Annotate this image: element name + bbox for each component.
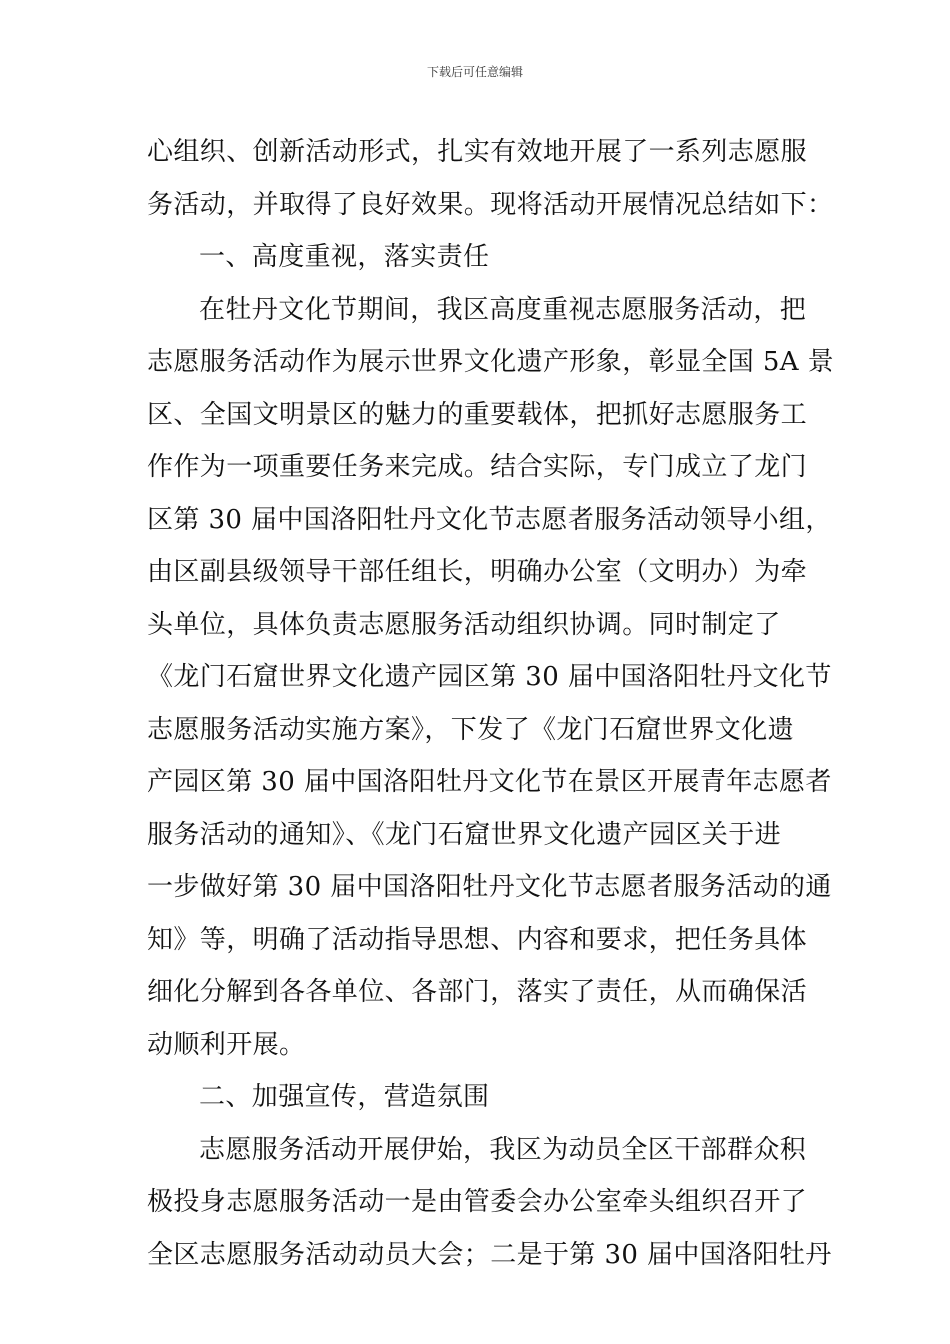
page-header-note: 下载后可任意编辑 [426, 65, 523, 79]
body-line: 服务活动的通知》、《龙门石窟世界文化遗产园区关于进 [147, 819, 782, 850]
body-line: 区、全国文明景区的魅力的重要载体，把抓好志愿服务工 [147, 399, 808, 430]
section-heading: 一、高度重视，落实责任 [199, 242, 490, 272]
body-line: 极投身志愿服务活动一是由管委会办公室牵头组织召开了 [147, 1187, 808, 1217]
body-line: 作作为一项重要任务来完成。结合实际，专门成立了龙门 [147, 452, 808, 482]
document-body [147, 126, 835, 1281]
body-line: 细化分解到各各单位、各部门，落实了责任，从而确保活 [147, 977, 808, 1007]
paragraph-start-line: 志愿服务活动开展伊始，我区为动员全区干部群众积 [199, 1134, 807, 1165]
body-line: 动顺利开展。 [147, 1029, 306, 1060]
body-line: 由区副县级领导干部任组长，明确办公室（文明办）为牵 [147, 557, 808, 587]
body-line: 头单位，具体负责志愿服务活动组织协调。同时制定了 [147, 609, 781, 640]
body-line: 志愿服务活动作为展示世界文化遗产形象，彰显全国 5A 景 [147, 347, 835, 377]
body-line: 区第 30 届中国洛阳牡丹文化节志愿者服务活动领导小组， [147, 504, 832, 535]
body-line: 产园区第 30 届中国洛阳牡丹文化节在景区开展青年志愿者 [147, 767, 832, 797]
body-line: 心组织、创新活动形式，扎实有效地开展了一系列志愿服 [147, 137, 808, 167]
body-line: 全区志愿服务活动动员大会；二是于第 30 届中国洛阳牡丹 [147, 1239, 832, 1270]
paragraph-start-line: 在牡丹文化节期间，我区高度重视志愿服务活动，把 [199, 294, 807, 325]
body-line: 务活动，并取得了良好效果。现将活动开展情况总结如下： [147, 189, 834, 220]
section-heading: 二、加强宣传，营造氛围 [199, 1082, 490, 1112]
body-line: 《龙门石窟世界文化遗产园区第 30 届中国洛阳牡丹文化节 [147, 662, 832, 692]
body-line: 一步做好第 30 届中国洛阳牡丹文化节志愿者服务活动的通 [147, 872, 832, 902]
body-line: 知》等，明确了活动指导思想、内容和要求，把任务具体 [147, 924, 808, 955]
body-line: 志愿服务活动实施方案》，下发了《龙门石窟世界文化遗 [147, 714, 795, 745]
